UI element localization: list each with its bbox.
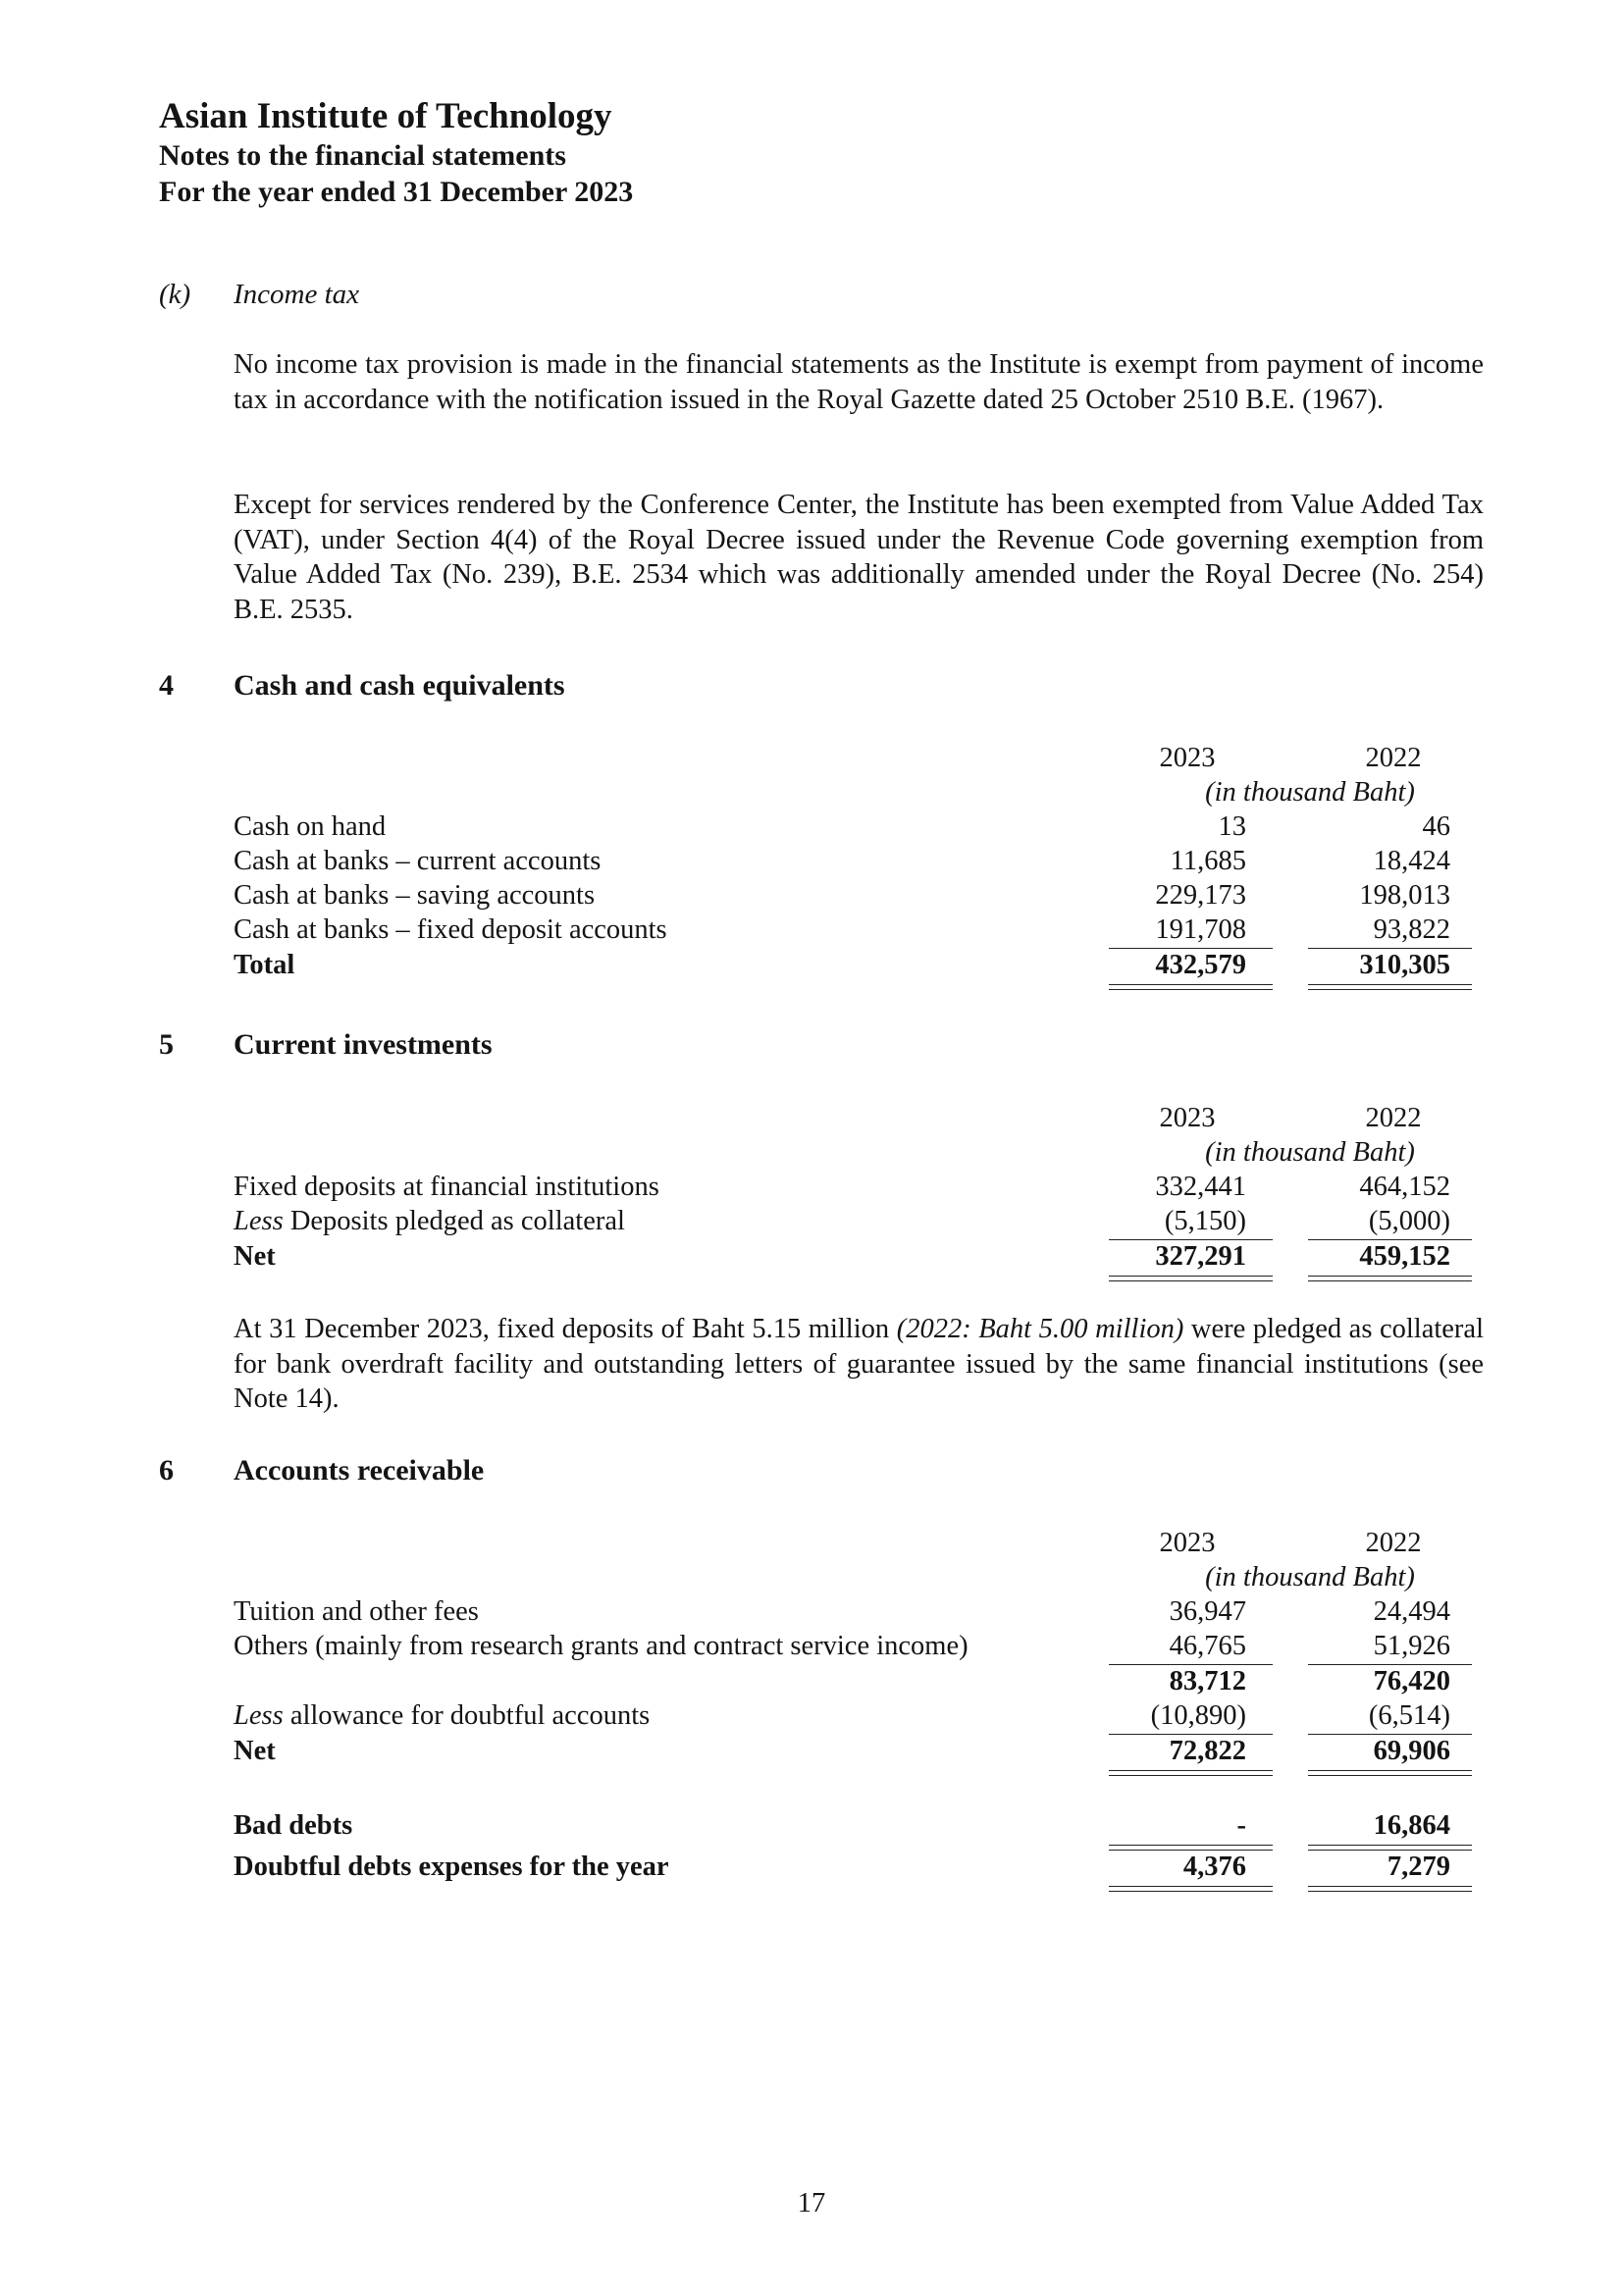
cash-total-2023: 432,579 — [1155, 950, 1246, 980]
double-rule — [1109, 1280, 1273, 1281]
inv-net-2022: 459,152 — [1359, 1241, 1450, 1272]
double-rule — [1308, 1845, 1472, 1846]
ar-row-label-text: allowance for doubtful accounts — [283, 1700, 651, 1731]
doubtful-expense-label: Doubtful debts expenses for the year — [234, 1852, 669, 1882]
cash-row-label: Cash on hand — [234, 811, 387, 842]
cash-row-value-2023: 13 — [1218, 811, 1246, 842]
subtotal-rule — [1109, 948, 1273, 949]
ar-row-value-2023: 46,765 — [1169, 1631, 1246, 1661]
cash-row-value-2022: 198,013 — [1359, 880, 1450, 911]
double-rule — [1308, 1891, 1472, 1892]
double-rule — [1109, 1276, 1273, 1277]
inv-row-label-text: Deposits pledged as collateral — [283, 1206, 625, 1236]
ar-year-2022: 2022 — [1365, 1528, 1422, 1558]
income-tax-paragraph-1: No income tax provision is made in the financial statements as the Institute is exempt from payment of income tax in accordance with the notification issued in the Royal Gazette dated 25 October 2510 B.E. (1967). — [234, 349, 1484, 415]
ar-row-value-2022: 51,926 — [1373, 1631, 1450, 1661]
inv-net-label: Net — [234, 1241, 276, 1272]
cash-row-value-2022: 93,822 — [1373, 914, 1450, 945]
subtotal-rule — [1109, 1239, 1273, 1240]
doubtful-expense-2022: 7,279 — [1387, 1852, 1450, 1882]
doc-period: For the year ended 31 December 2023 — [159, 176, 634, 208]
double-rule — [1109, 1775, 1273, 1776]
income-tax-paragraph-2: Except for services rendered by the Conference Center, the Institute has been exempted from Value Added Tax (VAT), under Section 4(4) of the Royal Decree issued under the Revenue Code governing exemption from Value Added Tax (No. 239), B.E. 2534 which was additionally amended under the Royal Decree (No. 254) B.E. 2535. — [234, 490, 1484, 625]
double-rule — [1308, 1886, 1472, 1887]
double-rule — [1109, 1770, 1273, 1771]
double-rule — [1308, 989, 1472, 990]
inv-row-value-2023: 332,441 — [1155, 1172, 1246, 1202]
double-rule — [1308, 1850, 1472, 1851]
ar-year-2023: 2023 — [1159, 1528, 1216, 1558]
ar-row-label: Tuition and other fees — [234, 1596, 479, 1627]
inv-net-2023: 327,291 — [1155, 1241, 1246, 1272]
section-4-title: Cash and cash equivalents — [234, 669, 565, 702]
section-6-title: Accounts receivable — [234, 1454, 485, 1487]
section-5-number: 5 — [159, 1028, 174, 1061]
section-4-number: 4 — [159, 669, 174, 702]
subtotal-rule — [1308, 1664, 1472, 1665]
ar-unit: (in thousand Baht) — [1205, 1562, 1415, 1592]
inv-row-label — [234, 1206, 625, 1237]
cash-row-value-2023: 229,173 — [1155, 880, 1246, 911]
cash-row-label: Cash at banks – current accounts — [234, 846, 602, 876]
org-name: Asian Institute of Technology — [159, 96, 612, 136]
cash-row-value-2022: 46 — [1422, 811, 1450, 842]
ar-row-value-2023: (10,890) — [1150, 1700, 1246, 1731]
ar-row-label — [234, 1700, 650, 1732]
double-rule — [1308, 1775, 1472, 1776]
ar-row-label: Others (mainly from research grants and contract service income) — [234, 1631, 969, 1661]
cash-row-value-2022: 18,424 — [1373, 846, 1450, 876]
cash-year-2022: 2022 — [1365, 743, 1422, 773]
bad-debts-label: Bad debts — [234, 1810, 353, 1841]
doc-subtitle: Notes to the financial statements — [159, 139, 566, 172]
inv-row-label: Fixed deposits at financial institutions — [234, 1172, 659, 1202]
double-rule — [1308, 984, 1472, 985]
cash-row-value-2023: 191,708 — [1155, 914, 1246, 945]
double-rule — [1308, 1770, 1472, 1771]
document-header — [159, 96, 633, 210]
subtotal-rule — [1308, 948, 1472, 949]
subtotal-rule — [1308, 1734, 1472, 1735]
note-comparative: (2022: Baht 5.00 million) — [896, 1314, 1184, 1344]
cash-total-label: Total — [234, 950, 295, 980]
less-label: Less — [234, 1700, 284, 1731]
double-rule — [1109, 1850, 1273, 1851]
cash-unit: (in thousand Baht) — [1205, 777, 1415, 808]
note-text: were pledged as collateral for bank overdraft facility and outstanding letters of guarantee issued by the same financial institutions (see Note 14). — [234, 1314, 1484, 1414]
note-text: At 31 December 2023, fixed deposits of Baht 5.15 million — [234, 1314, 897, 1344]
double-rule — [1109, 1845, 1273, 1846]
pledged-deposits-note — [234, 1312, 1484, 1417]
double-rule — [1308, 1280, 1472, 1281]
ar-net-label: Net — [234, 1736, 276, 1766]
less-label: Less — [234, 1206, 284, 1236]
subtotal-rule — [1109, 1734, 1273, 1735]
ar-gross-2023: 83,712 — [1169, 1666, 1246, 1696]
bad-debts-2022: 16,864 — [1373, 1810, 1450, 1841]
ar-row-value-2022: 24,494 — [1373, 1596, 1450, 1627]
ar-row-value-2023: 36,947 — [1169, 1596, 1246, 1627]
ar-gross-2022: 76,420 — [1373, 1666, 1450, 1696]
cash-year-2023: 2023 — [1159, 743, 1216, 773]
ar-row-value-2022: (6,514) — [1368, 1700, 1450, 1731]
section-5-title: Current investments — [234, 1028, 493, 1061]
section-k-title: Income tax — [234, 279, 360, 310]
double-rule — [1109, 1886, 1273, 1887]
page-number: 17 — [797, 2188, 826, 2218]
cash-row-label: Cash at banks – fixed deposit accounts — [234, 914, 667, 945]
cash-row-label: Cash at banks – saving accounts — [234, 880, 596, 911]
section-k-letter: (k) — [159, 279, 191, 310]
cash-total-2022: 310,305 — [1359, 950, 1450, 980]
subtotal-rule — [1308, 1239, 1472, 1240]
inv-year-2022: 2022 — [1365, 1103, 1422, 1133]
double-rule — [1109, 984, 1273, 985]
section-6-number: 6 — [159, 1454, 174, 1487]
inv-row-value-2022: 464,152 — [1359, 1172, 1450, 1202]
inv-year-2023: 2023 — [1159, 1103, 1216, 1133]
bad-debts-2023: - — [1236, 1810, 1246, 1841]
inv-row-value-2023: (5,150) — [1164, 1206, 1246, 1236]
doubtful-expense-2023: 4,376 — [1182, 1852, 1246, 1882]
inv-unit: (in thousand Baht) — [1205, 1137, 1415, 1168]
inv-row-value-2022: (5,000) — [1368, 1206, 1450, 1236]
subtotal-rule — [1109, 1664, 1273, 1665]
double-rule — [1109, 1891, 1273, 1892]
double-rule — [1308, 1276, 1472, 1277]
double-rule — [1109, 989, 1273, 990]
ar-net-2022: 69,906 — [1373, 1736, 1450, 1766]
ar-net-2023: 72,822 — [1169, 1736, 1246, 1766]
cash-row-value-2023: 11,685 — [1170, 846, 1246, 876]
